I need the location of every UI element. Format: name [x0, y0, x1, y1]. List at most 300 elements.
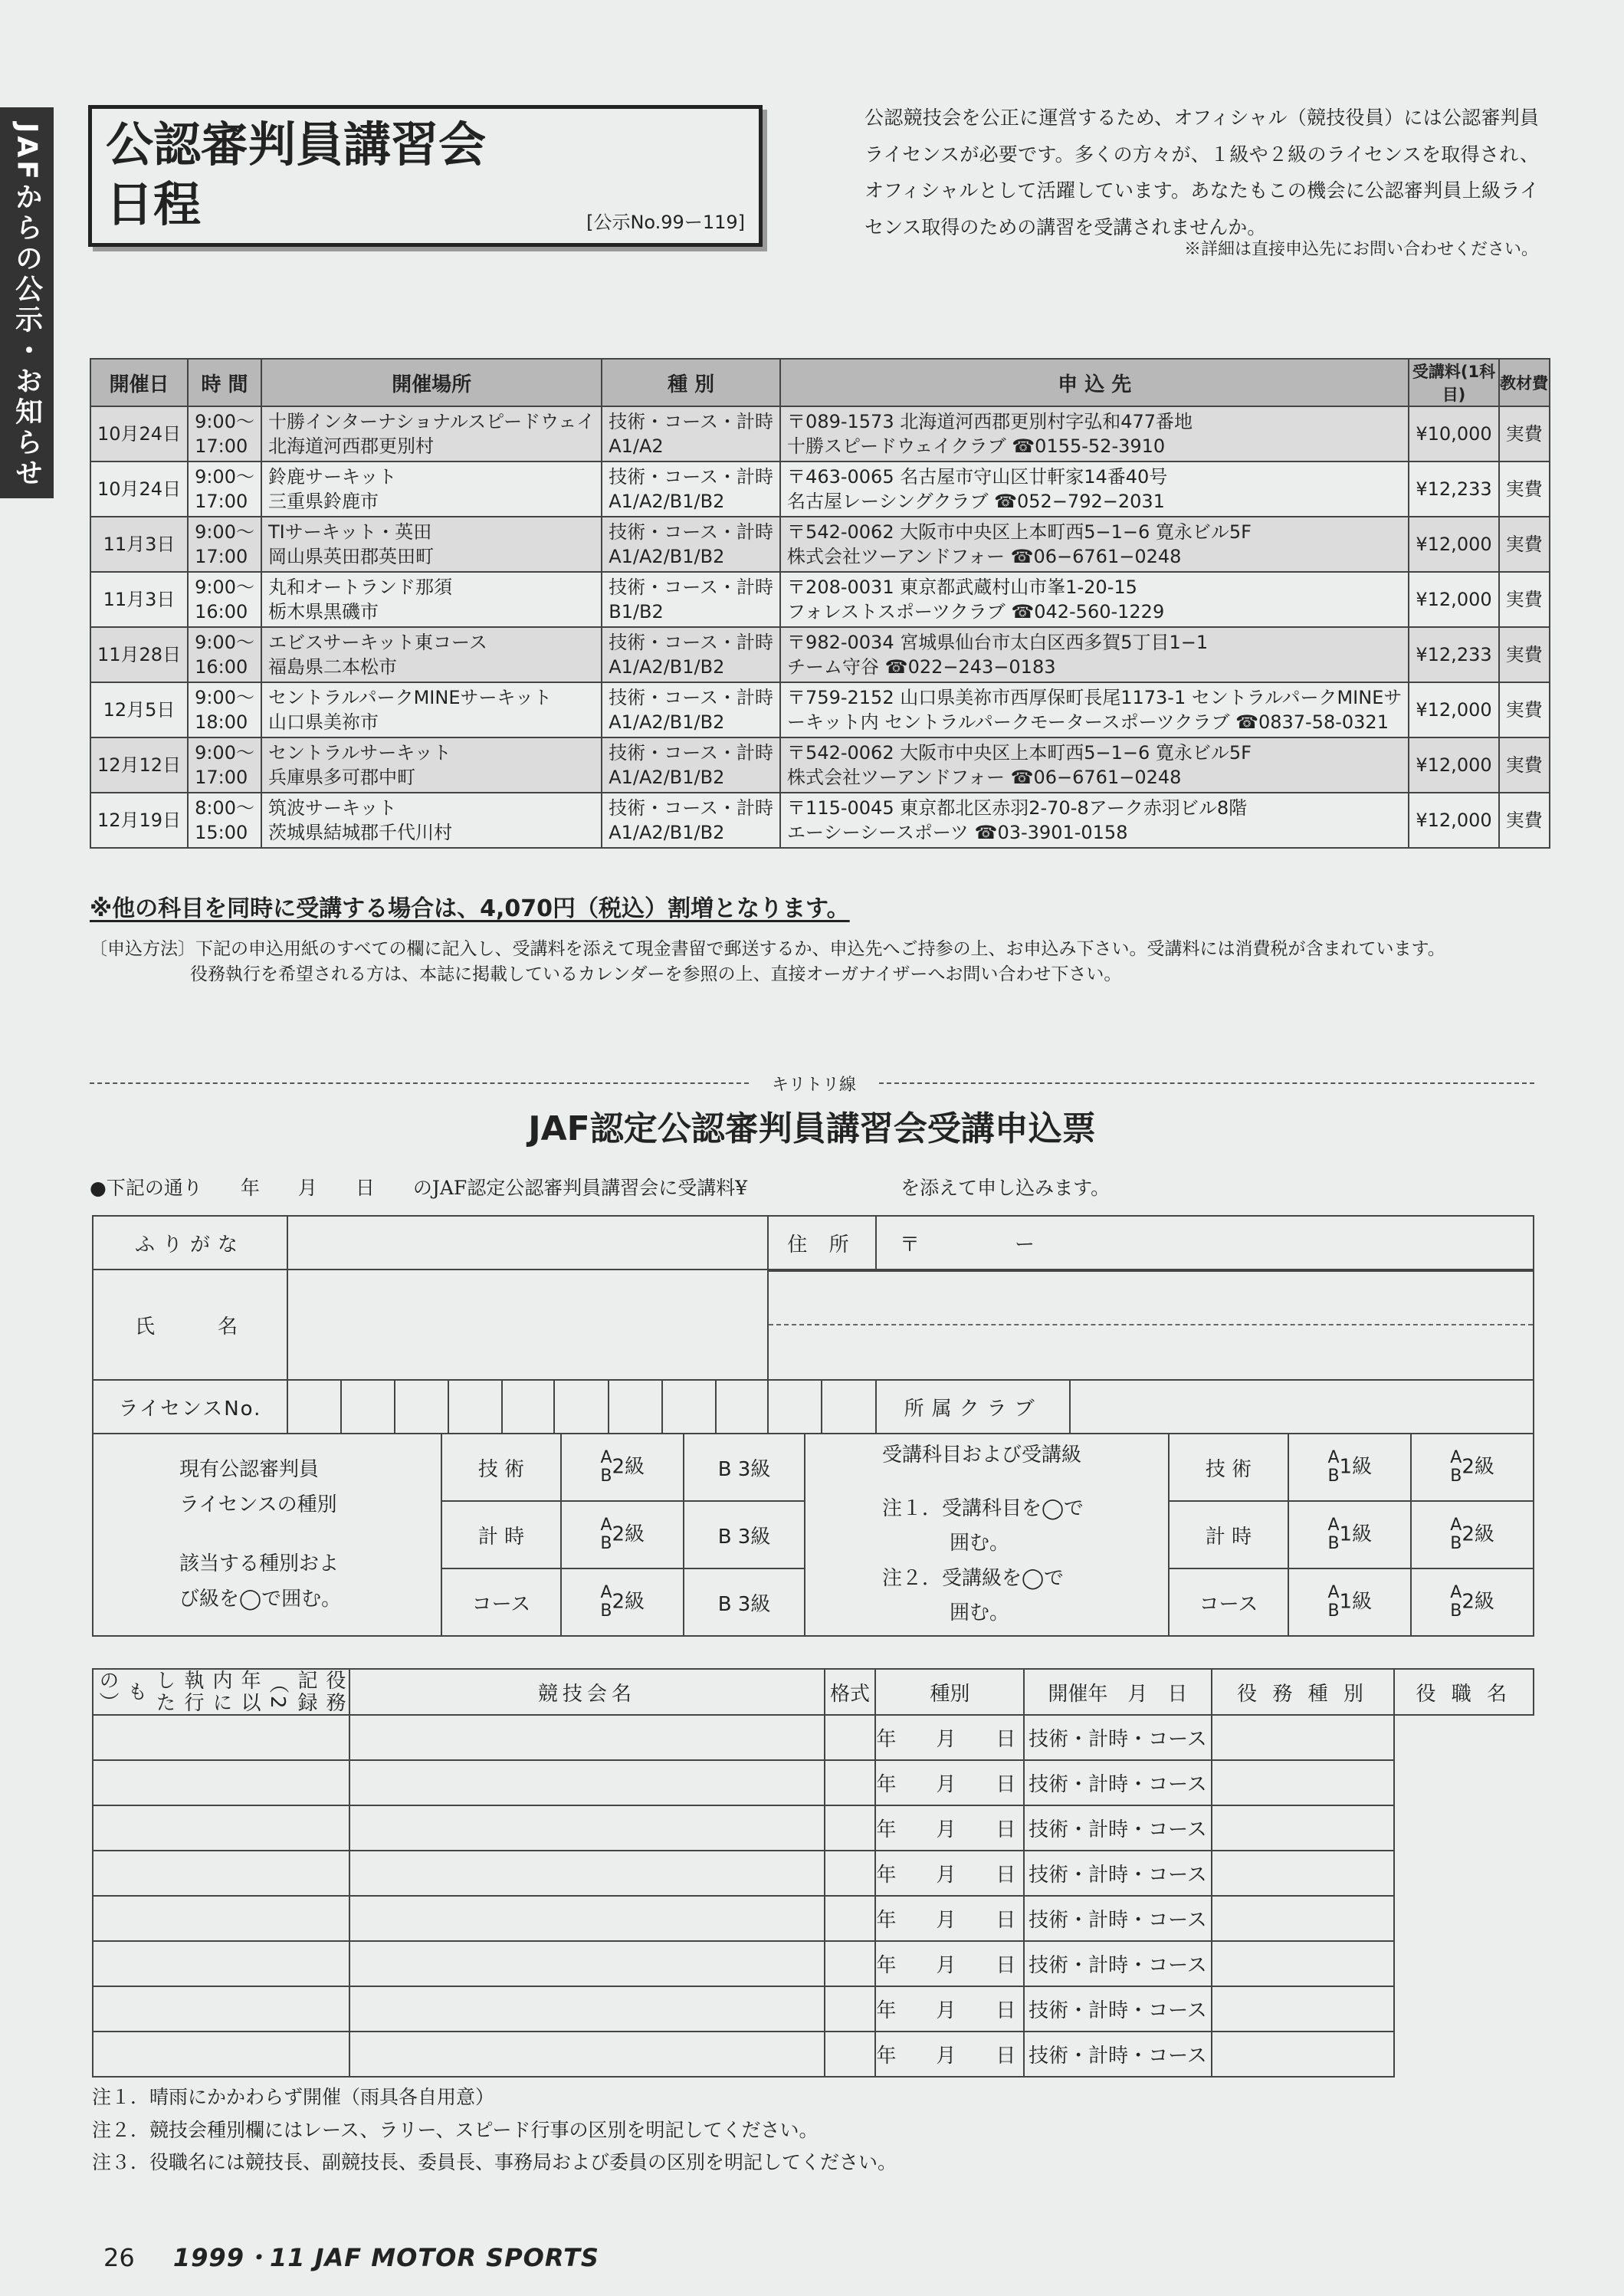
schedule-cell: [188, 737, 261, 793]
subject2-course-ab[interactable]: [1450, 1584, 1462, 1621]
license-no-label: ライセンスNo.: [93, 1380, 287, 1434]
schedule-cell: [1409, 517, 1498, 572]
schedule-venue-location: 山口県美祢市: [267, 711, 379, 733]
schedule-venue: セントラルパークMINEサーキット: [267, 687, 553, 708]
b3-grade: B 3級: [717, 1525, 771, 1549]
record-kind-field[interactable]: [825, 1715, 876, 1760]
application-form: [92, 1215, 1534, 1434]
record-vertical-label: 役務記録（2年以内に執行したもの）: [96, 1670, 346, 1714]
current-tech-ab[interactable]: [600, 1449, 612, 1486]
subject-note-2: 注２．受講級を◯で: [881, 1566, 1065, 1590]
schedule-apply-contact: エーシーシースポーツ ☎03-3901-0158: [787, 822, 1128, 843]
furigana-field[interactable]: [287, 1216, 768, 1270]
section-side-tab: JAFからの公示・お知らせ: [0, 107, 54, 498]
schedule-cell: [261, 406, 602, 461]
record-format-field[interactable]: [349, 1760, 825, 1805]
schedule-time-start: 9:00〜: [195, 632, 254, 653]
record-event-field[interactable]: [93, 1715, 349, 1760]
surcharge-note: ※他の科目を同時に受講する場合は、4,070円（税込）割増となります。: [90, 895, 850, 922]
schedule-apply-contact: 株式会社ツーアンドフォー ☎06−6761−0248: [787, 546, 1182, 567]
schedule-cell: [1409, 737, 1498, 793]
schedule-apply-contact: 十勝スピードウェイクラブ ☎0155-52-3910: [787, 435, 1166, 457]
schedule-cell: [90, 682, 188, 737]
schedule-cell: [90, 461, 188, 517]
current-ab-tech[interactable]: [561, 1434, 684, 1501]
schedule-fee: ¥12,000: [1416, 589, 1492, 610]
subject-ab1-tech[interactable]: [1288, 1434, 1411, 1501]
schedule-fee: ¥12,000: [1416, 754, 1492, 776]
schedule-row: [90, 793, 1550, 848]
note-3: 注３．役職名には競技長、副競技長、委員長、事務局および委員の区別を明記してください。: [92, 2151, 897, 2173]
schedule-apply-address: 〒759-2152 山口県美祢市西厚保町長尾1173-1 セントラルパークMINEサ: [787, 687, 1403, 708]
record-position-field[interactable]: [1212, 1715, 1394, 1760]
record-event-field[interactable]: [93, 2032, 349, 2077]
address-field[interactable]: [768, 1270, 1534, 1380]
schedule-venue-location: 茨城県結城郡千代川村: [267, 822, 452, 843]
schedule-cell: [261, 627, 602, 682]
subject1-tech-ab[interactable]: [1327, 1449, 1339, 1486]
record-format-field[interactable]: [349, 2032, 825, 2077]
license-digit-4[interactable]: [448, 1380, 502, 1434]
current-b3-tech[interactable]: [684, 1434, 805, 1501]
schedule-cell: [780, 793, 1409, 848]
schedule-material: 実費: [1505, 423, 1543, 445]
license-digit-11[interactable]: [822, 1380, 876, 1434]
grade-b: B: [600, 1601, 612, 1621]
current-timing-grade[interactable]: 2級: [612, 1522, 645, 1546]
schedule-header-row: [90, 359, 1550, 406]
record-row: [93, 1941, 1534, 1986]
schedule-cell: [780, 627, 1409, 682]
schedule-cell: [188, 627, 261, 682]
subject2-timing-ab[interactable]: [1450, 1516, 1462, 1553]
record-kind-field[interactable]: [825, 1941, 876, 1986]
schedule-time-end: 17:00: [195, 491, 248, 512]
schedule-cell: [188, 517, 261, 572]
grade-a: A: [1450, 1516, 1462, 1535]
schedule-apply-contact: 株式会社ツーアンドフォー ☎06−6761−0248: [787, 767, 1182, 788]
record-position-field[interactable]: [1212, 1941, 1394, 1986]
postal-field[interactable]: 〒 ー: [876, 1216, 1534, 1270]
schedule-fee: ¥12,000: [1416, 699, 1492, 721]
grade-a: A: [1450, 1448, 1462, 1467]
schedule-subject: 技術・コース・計時: [609, 632, 774, 653]
schedule-apply-address: 〒115-0045 東京都北区赤羽2-70-8アーク赤羽ビル8階: [787, 797, 1248, 819]
address-dashed-line: [769, 1324, 1533, 1325]
schedule-fee: ¥12,000: [1416, 534, 1492, 555]
schedule-time-start: 9:00〜: [195, 576, 254, 598]
schedule-class: A1/A2/B1/B2: [609, 656, 725, 678]
schedule-apply-address: 〒089-1573 北海道河西郡更別村字弘和477番地: [787, 411, 1193, 432]
schedule-cell: [261, 461, 602, 517]
record-duty-field[interactable]: 技術・計時・コース: [1024, 1805, 1211, 1851]
schedule-date: 11月28日: [97, 644, 182, 665]
subject-kind-course[interactable]: [1169, 1568, 1289, 1636]
kind-label: 技 術: [477, 1457, 525, 1481]
schedule-time-start: 8:00〜: [195, 797, 254, 819]
application-method: 〔申込方法〕下記の申込用紙のすべての欄に記入し、受講料を添えて現金書留で郵送するか、申込先へご持参の上、お申込み下さい。受講料には消費税が含まれています。: [90, 939, 1445, 959]
record-col-format: 格式: [825, 1669, 876, 1715]
schedule-fee: ¥10,000: [1416, 423, 1492, 445]
grade-a: A: [1327, 1583, 1340, 1602]
schedule-venue: 鈴鹿サーキット: [267, 466, 397, 488]
license-digit-2[interactable]: [341, 1380, 395, 1434]
schedule-venue-location: 福島県二本松市: [267, 656, 397, 678]
subject2-tech-grade[interactable]: 2級: [1462, 1455, 1494, 1479]
schedule-time-start: 9:00〜: [195, 466, 254, 488]
schedule-time-end: 17:00: [195, 546, 248, 567]
subject2-course-grade[interactable]: 2級: [1462, 1590, 1494, 1614]
record-date-field[interactable]: 年 月 日: [875, 1760, 1024, 1805]
current-course-ab[interactable]: [600, 1584, 612, 1621]
schedule-subject: 技術・コース・計時: [609, 797, 774, 819]
schedule-cell: [602, 793, 780, 848]
schedule-apply-contact: 名古屋レーシングクラブ ☎052−792−2031: [787, 491, 1165, 512]
current-license-note: 該当する種別およ: [179, 1552, 340, 1575]
schedule-date: 11月3日: [103, 534, 176, 555]
record-format-field[interactable]: [349, 1805, 825, 1851]
col-place: 開催場所: [261, 359, 602, 406]
record-duty-field[interactable]: 技術・計時・コース: [1024, 1715, 1211, 1760]
record-date-field[interactable]: 年 月 日: [875, 1896, 1024, 1941]
schedule-venue: 十勝インターナショナルスピードウェイ: [267, 411, 595, 432]
furigana-label: ふりがな: [93, 1216, 287, 1270]
subject-ab1-timing[interactable]: [1288, 1501, 1411, 1568]
record-date-field[interactable]: 年 月 日: [875, 1715, 1024, 1760]
schedule-material: 実費: [1505, 478, 1543, 500]
schedule-venue: エビスサーキット東コース: [267, 632, 487, 653]
schedule-cell: [90, 406, 188, 461]
subject-title: 受講科目および受講級: [881, 1444, 1081, 1467]
cut-line-dash-left: [90, 1082, 749, 1084]
record-kind-field[interactable]: [825, 1896, 876, 1941]
record-format-field[interactable]: [349, 1986, 825, 2032]
schedule-cell: [261, 517, 602, 572]
schedule-time-end: 16:00: [195, 601, 248, 622]
schedule-cell: [90, 737, 188, 793]
title-box: [88, 105, 763, 247]
kind-label: コース: [471, 1592, 531, 1616]
schedule-cell: [1499, 682, 1550, 737]
schedule-cell: [1499, 517, 1550, 572]
schedule-cell: [602, 627, 780, 682]
schedule-fee: ¥12,233: [1416, 478, 1492, 500]
schedule-apply-address: 〒542-0062 大阪市中央区上本町西5−1−6 寛永ビル5F: [787, 521, 1252, 543]
current-ab-course[interactable]: [561, 1568, 684, 1636]
schedule-material: 実費: [1505, 644, 1543, 665]
subject-kind-tech[interactable]: [1169, 1434, 1289, 1501]
notes: [92, 2081, 897, 2179]
schedule-apply-address: 〒208-0031 東京都武蔵村山市峯1-20-15: [787, 576, 1137, 598]
col-time: 時 間: [188, 359, 261, 406]
schedule-row: [90, 517, 1550, 572]
schedule-cell: [188, 572, 261, 627]
schedule-cell: [602, 682, 780, 737]
record-duty-field[interactable]: 技術・計時・コース: [1024, 1851, 1211, 1896]
schedule-cell: [780, 572, 1409, 627]
record-position-field[interactable]: [1212, 1986, 1394, 2032]
schedule-venue: 筑波サーキット: [267, 797, 397, 819]
subject1-course-grade[interactable]: 1級: [1339, 1590, 1373, 1614]
record-kind-field[interactable]: [825, 1851, 876, 1896]
record-col-duty: 役 務 種 別: [1212, 1669, 1394, 1715]
current-tech-grade[interactable]: 2級: [612, 1455, 645, 1479]
schedule-time-end: 16:00: [195, 656, 248, 678]
record-position-field[interactable]: [1212, 2032, 1394, 2077]
application-method-line2: 役務執行を希望される方は、本誌に掲載しているカレンダーを参照の上、直接オーガナイザーへお問い合わせ下さい。: [190, 964, 1122, 984]
current-b3-timing[interactable]: [684, 1501, 805, 1568]
address-label: 住 所: [768, 1216, 876, 1270]
record-event-field[interactable]: [93, 1805, 349, 1851]
record-kind-field[interactable]: [825, 1805, 876, 1851]
current-b3-course[interactable]: [684, 1568, 805, 1636]
grade-row: [93, 1434, 1534, 1501]
current-kind-timing[interactable]: [441, 1501, 562, 1568]
kind-label: 技 術: [1205, 1457, 1252, 1481]
record-event-field[interactable]: [93, 1986, 349, 2032]
record-date-field[interactable]: 年 月 日: [875, 1941, 1024, 1986]
subject2-tech-ab[interactable]: [1450, 1449, 1462, 1486]
subject2-timing-grade[interactable]: 2級: [1462, 1522, 1494, 1546]
record-format-field[interactable]: [349, 1896, 825, 1941]
record-format-field[interactable]: [349, 1715, 825, 1760]
furigana-row: [93, 1216, 1534, 1270]
schedule-cell: [780, 406, 1409, 461]
b3-grade: B 3級: [717, 1592, 771, 1616]
grade-a: A: [1327, 1448, 1340, 1467]
page-title: 公認審判員講習会: [106, 117, 487, 172]
schedule-time-end: 15:00: [195, 822, 248, 843]
record-duty-field[interactable]: 技術・計時・コース: [1024, 2032, 1211, 2077]
schedule-cell: [90, 793, 188, 848]
page-title-line2: 日程: [106, 176, 202, 232]
grade-a: A: [600, 1448, 612, 1467]
record-position-field[interactable]: [1212, 1805, 1394, 1851]
schedule-cell: [780, 461, 1409, 517]
record-date-field[interactable]: 年 月 日: [875, 1805, 1024, 1851]
subject-ab1-course[interactable]: [1288, 1568, 1411, 1636]
schedule-venue-location: 岡山県英田郡英田町: [267, 546, 434, 567]
schedule-subject: 技術・コース・計時: [609, 687, 774, 708]
record-event-field[interactable]: [93, 1760, 349, 1805]
kind-label: コース: [1199, 1592, 1258, 1616]
record-kind-field[interactable]: [825, 2032, 876, 2077]
col-material: 教材費: [1499, 359, 1550, 406]
license-digit-3[interactable]: [395, 1380, 448, 1434]
schedule-cell: [90, 572, 188, 627]
schedule-cell: [1499, 461, 1550, 517]
schedule-subject: 技術・コース・計時: [609, 521, 774, 543]
notice-number: [公示No.99ー119]: [586, 212, 745, 233]
schedule-cell: [188, 682, 261, 737]
record-row: [93, 1805, 1534, 1851]
cut-line-dash-right: [879, 1082, 1534, 1084]
grade-b: B: [1450, 1601, 1462, 1621]
current-license-title: 現有公認審判員: [179, 1458, 320, 1481]
record-col-position: 役 職 名: [1394, 1669, 1534, 1715]
name-field[interactable]: [287, 1270, 768, 1380]
grade-b: B: [1327, 1534, 1340, 1553]
schedule-cell: [602, 517, 780, 572]
record-row: [93, 2032, 1534, 2077]
license-digit-10[interactable]: [768, 1380, 822, 1434]
grade-a: A: [600, 1516, 612, 1535]
subject-ab2-timing[interactable]: [1411, 1501, 1534, 1568]
col-type: 種 別: [602, 359, 780, 406]
record-kind-field[interactable]: [825, 1986, 876, 2032]
record-duty-field[interactable]: 技術・計時・コース: [1024, 1986, 1211, 2032]
schedule-date: 12月19日: [97, 810, 182, 831]
footer: [103, 2239, 599, 2274]
schedule-time-end: 18:00: [195, 711, 248, 733]
current-course-grade[interactable]: 2級: [612, 1590, 645, 1614]
schedule-time-start: 9:00〜: [195, 742, 254, 764]
schedule-apply-address: 〒982-0034 宮城県仙台市太白区西多賀5丁目1−1: [787, 632, 1209, 653]
subject-note-1b: 囲む。: [949, 1532, 1009, 1555]
record-event-field[interactable]: [93, 1851, 349, 1896]
schedule-material: 実費: [1505, 699, 1543, 721]
record-row: [93, 1896, 1534, 1941]
record-col-kind: 種別: [875, 1669, 1024, 1715]
schedule-venue-location: 栃木県黒磯市: [267, 601, 379, 622]
license-digit-9[interactable]: [716, 1380, 768, 1434]
intro-text: 公認競技会を公正に運営するため、オフィシャル（競技役員）には公認審判員ライセンスが必要です。多くの方々が、１級や２級のライセンスを取得され、オフィシャルとして活躍しています。あなたもこの機会に公認審判員上級ライセンス取得のための講習を受講されませんか。: [864, 107, 1539, 238]
col-apply: 申 込 先: [780, 359, 1409, 406]
schedule-cell: [1409, 627, 1498, 682]
schedule-venue: 丸和オートランド那須: [267, 576, 452, 598]
schedule-cell: [1499, 406, 1550, 461]
schedule-venue: TIサーキット・英田: [267, 521, 432, 543]
kind-label: 計 時: [477, 1525, 525, 1549]
schedule-material: 実費: [1505, 534, 1543, 555]
schedule-time-end: 17:00: [195, 435, 248, 457]
name-label: 氏 名: [93, 1270, 287, 1380]
schedule-subject: 技術・コース・計時: [609, 576, 774, 598]
record-position-field[interactable]: [1212, 1760, 1394, 1805]
schedule-row: [90, 627, 1550, 682]
subject1-tech-grade[interactable]: 1級: [1339, 1455, 1373, 1479]
subject-kind-timing[interactable]: [1169, 1501, 1289, 1568]
grade-b: B: [600, 1534, 612, 1553]
schedule-cell: [780, 517, 1409, 572]
address-divider: [769, 1270, 1533, 1272]
club-field[interactable]: [1070, 1380, 1534, 1434]
record-date-field[interactable]: 年 月 日: [875, 2032, 1024, 2077]
record-duty-field[interactable]: 技術・計時・コース: [1024, 1941, 1211, 1986]
schedule-cell: [1499, 793, 1550, 848]
license-digit-8[interactable]: [662, 1380, 716, 1434]
schedule-cell: [188, 793, 261, 848]
schedule-apply-contact: フォレストスポーツクラブ ☎042-560-1229: [787, 601, 1165, 622]
subject1-timing-grade[interactable]: 1級: [1339, 1522, 1373, 1546]
current-license-note2: び級を◯で囲む。: [179, 1587, 342, 1611]
schedule-apply-address: 〒463-0065 名古屋市守山区廿軒家14番40号: [787, 466, 1168, 488]
col-fee: 受講料(1科目): [1409, 359, 1498, 406]
schedule-cell: [261, 682, 602, 737]
record-position-field[interactable]: [1212, 1896, 1394, 1941]
schedule-fee: ¥12,233: [1416, 644, 1492, 665]
license-digit-5[interactable]: [502, 1380, 554, 1434]
schedule-cell: [1409, 406, 1498, 461]
schedule-row: [90, 737, 1550, 793]
record-row: [93, 1715, 1534, 1760]
license-digit-6[interactable]: [554, 1380, 608, 1434]
current-license-title2: ライセンスの種別: [179, 1493, 337, 1516]
schedule-venue: セントラルサーキット: [267, 742, 451, 764]
duty-record-table: [92, 1668, 1534, 2078]
subject1-timing-ab[interactable]: [1327, 1516, 1339, 1553]
record-kind-field[interactable]: [825, 1760, 876, 1805]
schedule-material: 実費: [1505, 589, 1543, 610]
current-ab-timing[interactable]: [561, 1501, 684, 1568]
current-kind-tech[interactable]: [441, 1434, 562, 1501]
schedule-date: 10月24日: [97, 423, 182, 445]
club-label: 所属クラブ: [876, 1380, 1070, 1434]
record-date-field[interactable]: 年 月 日: [875, 1851, 1024, 1896]
schedule-row: [90, 406, 1550, 461]
grade-b: B: [1327, 1601, 1340, 1621]
record-position-field[interactable]: [1212, 1851, 1394, 1896]
subject-ab2-tech[interactable]: [1411, 1434, 1534, 1501]
schedule-fee: ¥12,000: [1416, 810, 1492, 831]
b3-grade: B 3級: [717, 1457, 771, 1481]
record-format-field[interactable]: [349, 1851, 825, 1896]
page-number: 26: [103, 2243, 135, 2272]
subject-note-1: 注１．受講科目を◯で: [881, 1496, 1084, 1520]
name-row: [93, 1270, 1534, 1380]
record-date-field[interactable]: 年 月 日: [875, 1986, 1024, 2032]
subject-ab2-course[interactable]: [1411, 1568, 1534, 1636]
license-digit-7[interactable]: [609, 1380, 662, 1434]
record-row: [93, 1851, 1534, 1896]
license-grade-table: [92, 1433, 1534, 1637]
license-digit-1[interactable]: [287, 1380, 341, 1434]
record-header-row: [93, 1669, 1534, 1715]
schedule-row: [90, 461, 1550, 517]
schedule-cell: [1499, 572, 1550, 627]
record-row: [93, 1986, 1534, 2032]
schedule-time-end: 17:00: [195, 767, 248, 788]
record-event-field[interactable]: [93, 1896, 349, 1941]
record-event-field[interactable]: [93, 1941, 349, 1986]
schedule-subject: 技術・コース・計時: [609, 466, 774, 488]
schedule-date: 12月12日: [97, 754, 182, 776]
current-kind-course[interactable]: [441, 1568, 562, 1636]
record-duty-field[interactable]: 技術・計時・コース: [1024, 1896, 1211, 1941]
record-row: [93, 1760, 1534, 1805]
record-col-event: 競技会名: [349, 1669, 825, 1715]
subject1-course-ab[interactable]: [1327, 1584, 1339, 1621]
schedule-table: [90, 358, 1550, 849]
schedule-cell: [1409, 682, 1498, 737]
record-format-field[interactable]: [349, 1941, 825, 1986]
kind-label: 計 時: [1205, 1525, 1252, 1549]
schedule-class: A1/A2: [609, 435, 664, 457]
schedule-row: [90, 572, 1550, 627]
current-timing-ab[interactable]: [600, 1516, 612, 1553]
schedule-apply-contact: ーキット内 セントラルパークモータースポーツクラブ ☎0837-58-0321: [787, 711, 1389, 733]
record-duty-field[interactable]: 技術・計時・コース: [1024, 1760, 1211, 1805]
schedule-class: B1/B2: [609, 601, 664, 622]
schedule-cell: [780, 682, 1409, 737]
schedule-cell: [602, 406, 780, 461]
form-intro: ●下記の通り 年 月 日 のJAF認定公認審判員講習会に受講料¥ を添えて申し込みます。: [90, 1177, 1111, 1199]
schedule-apply-contact: チーム守谷 ☎022−243−0183: [787, 656, 1056, 678]
license-row: [93, 1380, 1534, 1434]
grade-a: A: [1450, 1583, 1462, 1602]
schedule-row: [90, 682, 1550, 737]
schedule-cell: [261, 793, 602, 848]
